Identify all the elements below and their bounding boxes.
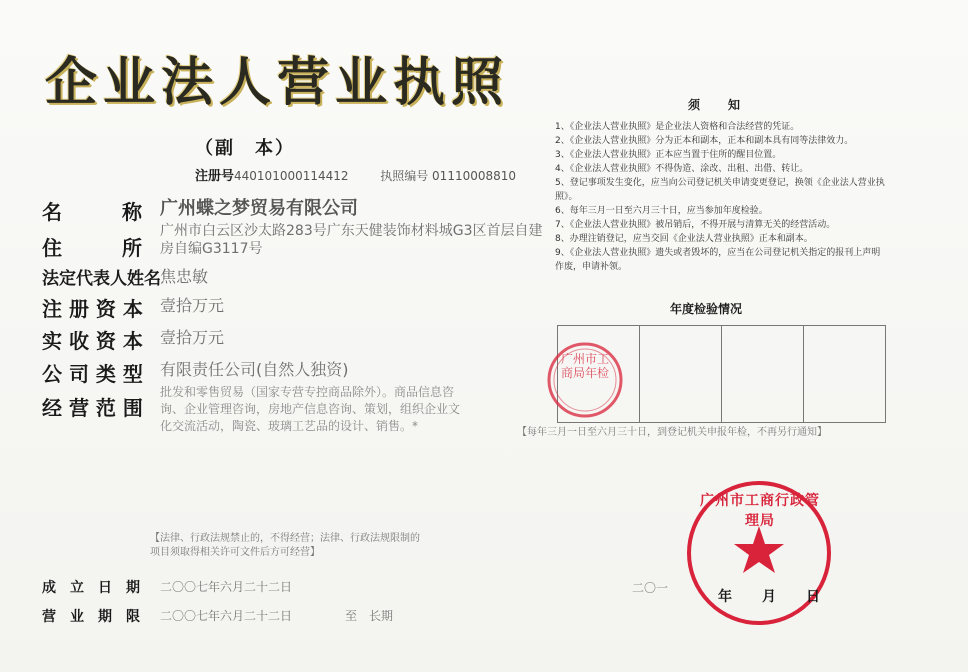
term-to: 至 长期 xyxy=(345,609,394,623)
notice-item: 7、《企业法人营业执照》被吊销后，不得开展与清算无关的经营活动。 xyxy=(555,220,836,230)
notice-item: 5、登记事项发生变化，应当向公司登记机关申请变更登记，换领《企业法人营业执照》。 xyxy=(555,178,885,202)
term-label: 营 业 期 限 xyxy=(42,609,140,625)
annual-stamp-text: 广州市工商局年检 xyxy=(560,352,609,380)
law-note: 【法律、行政法规禁止的，不得经营；法律、行政法规限制的项目须取得相关许可文件后方可经营】 xyxy=(150,533,420,558)
field-label-paid-capital: 实 收 资 本 xyxy=(42,329,143,353)
established-label: 成 立 日 期 xyxy=(42,580,140,596)
field-label-name: 名 称 xyxy=(42,200,142,224)
inspection-cell xyxy=(804,326,885,422)
field-label-address: 住 所 xyxy=(42,236,142,260)
field-value-reg-capital: 壹拾万元 xyxy=(160,296,225,315)
notice-item: 8、办理注销登记，应当交回《企业法人营业执照》正本和副本。 xyxy=(555,234,813,244)
annual-inspection-title: 年度检验情况 xyxy=(670,302,743,316)
field-label-legal-rep: 法定代表人姓名 xyxy=(42,269,161,289)
field-value-scope: 批发和零售贸易（国家专营专控商品除外）。商品信息咨询、企业管理咨询，房地产信息咨询、策划，组织企业文化交流活动，陶瓷、玻璃工艺品的设计、销售。* xyxy=(160,385,461,433)
annual-note: 【每年三月一日至六月三十日，到登记机关申报年检，不再另行通知】 xyxy=(517,427,827,438)
copy-label: （副 本） xyxy=(195,138,295,159)
notice-title: 须知 xyxy=(688,98,769,112)
license-number: 01110008810 xyxy=(432,169,517,183)
license-label: 执照编号 xyxy=(380,169,429,183)
notice-item: 2、《企业法人营业执照》分为正本和副本，正本和副本具有同等法律效力。 xyxy=(555,136,854,146)
issue-month: 月 xyxy=(762,589,776,605)
notice-item: 1、《企业法人营业执照》是企业法人资格和合法经营的凭证。 xyxy=(555,122,800,132)
field-label-scope: 经 营 范 围 xyxy=(42,396,143,420)
field-label-company-type: 公 司 类 型 xyxy=(42,362,143,386)
established-value: 二〇〇七年六月二十二日 xyxy=(160,580,293,594)
field-value-paid-capital: 壹拾万元 xyxy=(160,328,225,347)
term-value: 二〇〇七年六月二十二日 xyxy=(160,609,293,623)
issue-year: 二〇一 xyxy=(632,581,669,595)
field-value-legal-rep: 焦忠敏 xyxy=(160,267,209,286)
notice-item: 4、《企业法人营业执照》不得伪造、涂改、出租、出借、转让。 xyxy=(555,164,809,174)
field-value-name: 广州蝶之梦贸易有限公司 xyxy=(160,198,358,219)
issue-day: 日 xyxy=(806,589,820,605)
official-seal-text: 广州市工商行政管理局 xyxy=(700,493,820,529)
field-value-company-type: 有限责任公司(自然人独资) xyxy=(160,360,349,379)
reg-label: 注册号 xyxy=(195,169,235,184)
reg-number: 440101000114412 xyxy=(234,169,349,183)
inspection-cell xyxy=(722,326,804,422)
notice-item: 3、《企业法人营业执照》正本应当置于住所的醒目位置。 xyxy=(555,150,782,160)
field-label-reg-capital: 注 册 资 本 xyxy=(42,297,143,321)
notice-list xyxy=(555,120,885,274)
field-value-address: 广州市白云区沙太路283号广东天健装饰材料城G3区首层自建房自编G3117号 xyxy=(160,223,543,257)
license-title: 企业法人营业执照 xyxy=(45,53,510,113)
notice-item: 6、每年三月一日至六月三十日，应当参加年度检验。 xyxy=(555,206,768,216)
issue-year-suffix: 年 xyxy=(718,589,732,605)
registration-line xyxy=(195,165,516,184)
notice-item: 9、《企业法人营业执照》遗失或者毁坏的，应当在公司登记机关指定的报刊上声明作废，申请补领。 xyxy=(555,248,881,272)
inspection-cell xyxy=(640,326,722,422)
